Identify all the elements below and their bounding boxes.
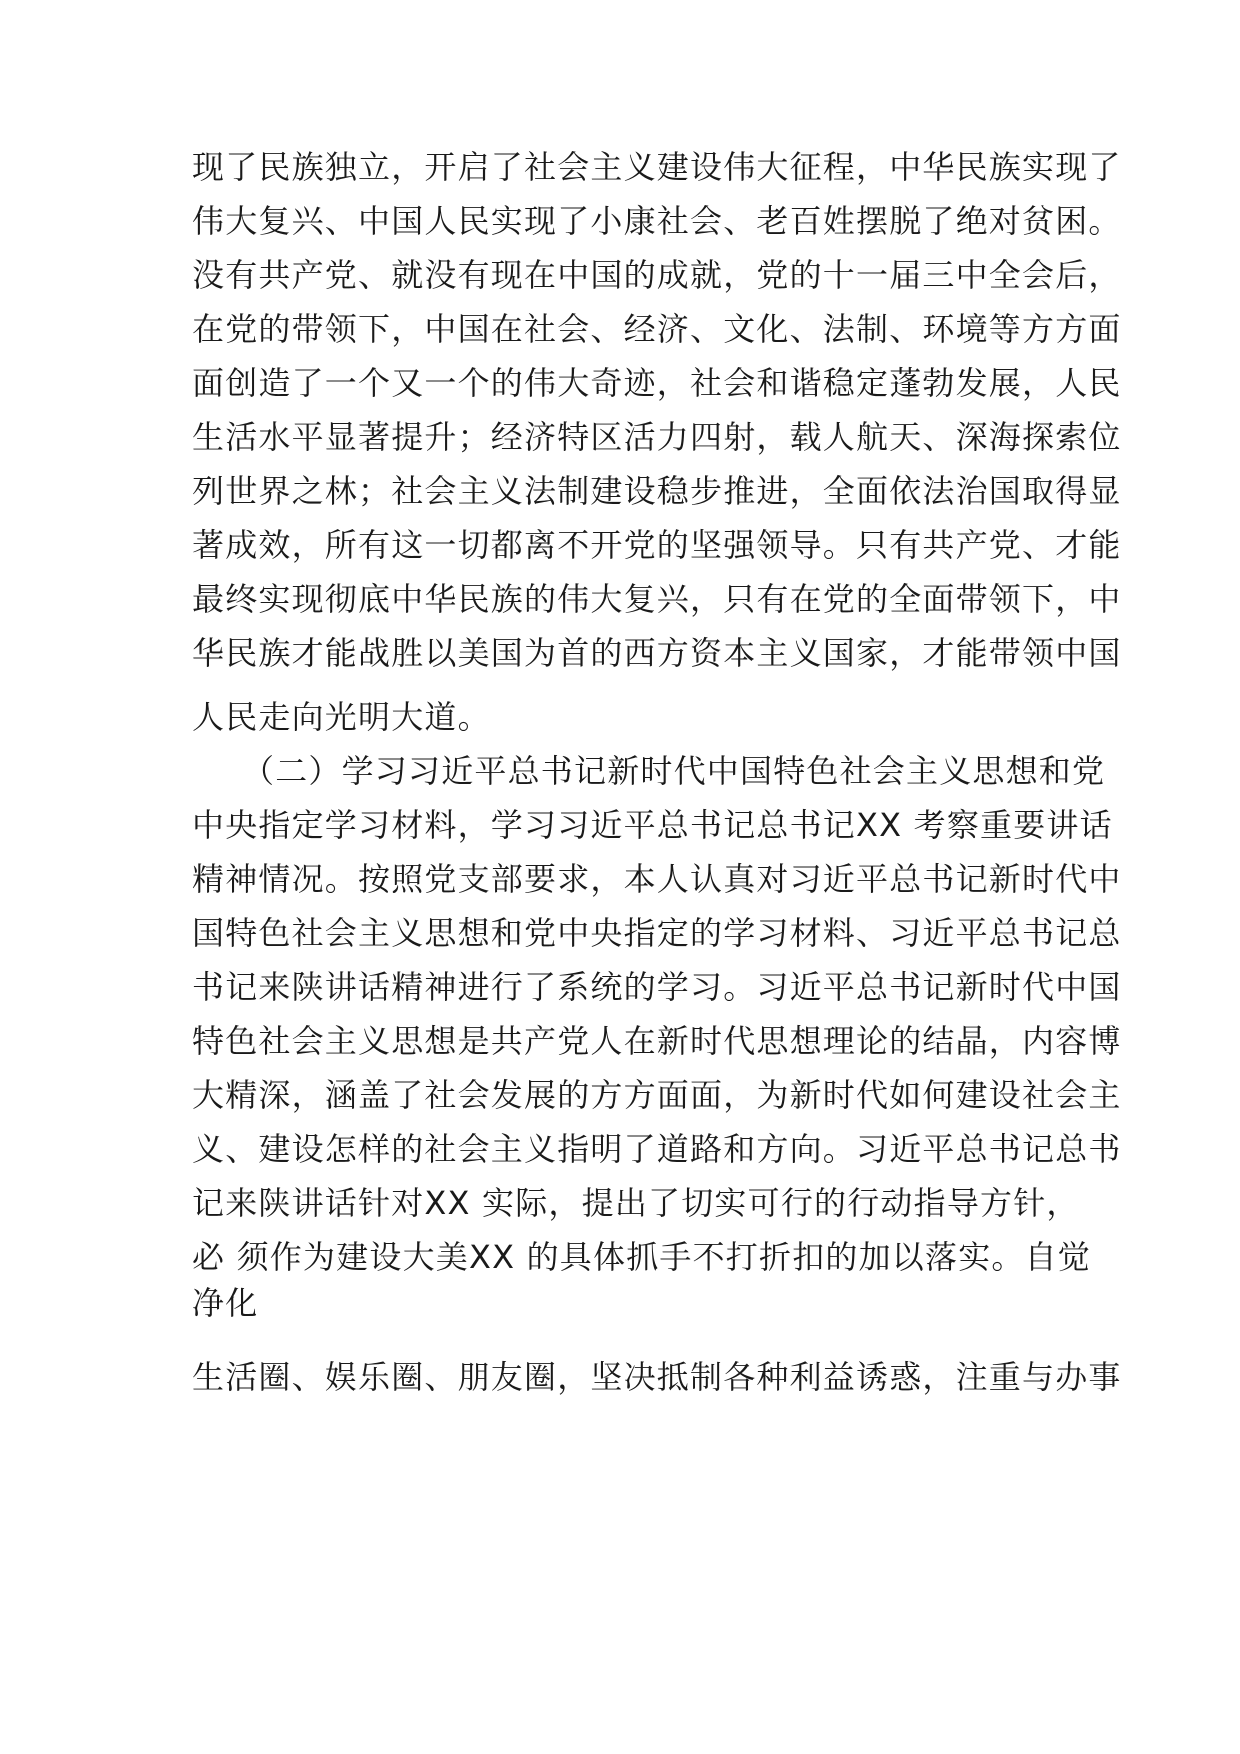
text-line: 伟大复兴、中国人民实现了小康社会、老百姓摆脱了绝对贫困。 <box>192 202 1122 240</box>
text-line: 华民族才能战胜以美国为首的西方资本主义国家，才能带领中国 <box>192 634 1122 672</box>
text-line: 书记来陕讲话精神进行了系统的学习。习近平总书记新时代中国 <box>192 968 1122 1006</box>
text-line: 没有共产党、就没有现在中国的成就，党的十一届三中全会后， <box>192 256 1122 294</box>
text-line: 精神情况。按照党支部要求，本人认真对习近平总书记新时代中 <box>192 860 1122 898</box>
text-line: 国特色社会主义思想和党中央指定的学习材料、习近平总书记总 <box>192 914 1122 952</box>
text-line: 必 须作为建设大美XX 的具体抓手不打折扣的加以落实。自觉 <box>192 1238 1091 1276</box>
text-line: 现了民族独立，开启了社会主义建设伟大征程，中华民族实现了 <box>192 148 1122 186</box>
text-line: 中央指定学习材料，学习习近平总书记总书记XX 考察重要讲话 <box>192 806 1113 844</box>
text-line: 著成效，所有这一切都离不开党的坚强领导。只有共产党、才能 <box>192 526 1122 564</box>
text-line: 净化 <box>192 1284 259 1322</box>
text-line: 列世界之林；社会主义法制建设稳步推进，全面依法治国取得显 <box>192 472 1122 510</box>
text-line: 最终实现彻底中华民族的伟大复兴，只有在党的全面带领下，中 <box>192 580 1122 618</box>
text-line: 大精深，涵盖了社会发展的方方面面，为新时代如何建设社会主 <box>192 1076 1122 1114</box>
section-heading-line: （二）学习习近平总书记新时代中国特色社会主义思想和党 <box>242 752 1106 790</box>
text-line: 生活圈、娱乐圈、朋友圈，坚决抵制各种利益诱惑，注重与办事 <box>192 1358 1122 1396</box>
text-line: 在党的带领下，中国在社会、经济、文化、法制、环境等方方面 <box>192 310 1122 348</box>
text-line: 记来陕讲话针对XX 实际，提出了切实可行的行动指导方针， <box>192 1184 1080 1222</box>
text-line: 人民走向光明大道。 <box>192 698 491 736</box>
text-line: 生活水平显著提升；经济特区活力四射，载人航天、深海探索位 <box>192 418 1122 456</box>
text-line: 面创造了一个又一个的伟大奇迹，社会和谐稳定蓬勃发展，人民 <box>192 364 1122 402</box>
text-line: 义、建设怎样的社会主义指明了道路和方向。习近平总书记总书 <box>192 1130 1122 1168</box>
text-line: 特色社会主义思想是共产党人在新时代思想理论的结晶，内容博 <box>192 1022 1122 1060</box>
